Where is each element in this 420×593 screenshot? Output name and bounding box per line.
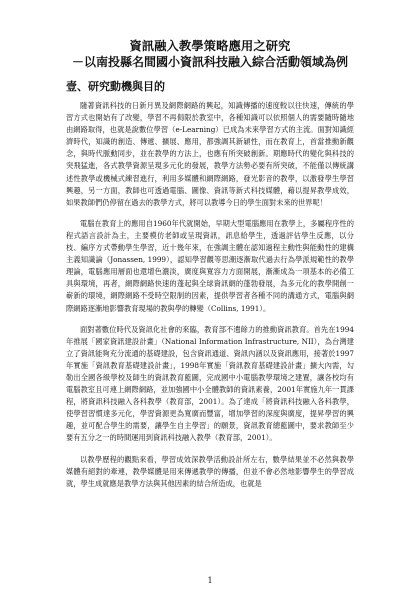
body-paragraph: 以教學歷程的觀點來看，學習成效深教學活動設計所左右，數學結果並不必然與教學媒體有絕對的牽連，教學媒體是用來傳遞教學的傳播，但並不會必然地影響學生的學習成就，學生成就應是教學方法與其他因素的結合所造成，也就是 — [66, 454, 354, 488]
body-paragraph: 電腦在教育上的應用自1960年代就開始，早期大型電腦應用在教學上，多屬程序性的程式語言設計為主，主要模仿老師或呈現資訊，訊息給學生，透過評估學生反應，以分枝、編序方式帶動學生學習，近十幾年來，在強調主體在認知過程主動性與能動性的建構主義知識論（Jonassen, 1999），認知學習觀等思潮逐漸取代過去行為學派規範性的教學理論，電腦應用層面也還增色濃淡，廣度與寬容力方面開展，漸漸成為一項基本的必備工具與環境，再者，網際網路快速的蓬起與全球資訊網的蓬勃發展，為多元化的教學開創一嶄新的環境，網際網路不受時空限制的因素，提供學習者各種不同的溝通方式，電腦與網際網路逐漸地影響教育現場的教與學的轉變（Collins, 1991）。 — [66, 218, 354, 313]
body-paragraph: 隨著資訊科技的日新月異及網際網路的興起，知識傳播的速度較以往快速，傳統的學習方式也開始有了改變，學習不再侷限於教室中，各種知識可以依照個人的需要隨時隨地由網路取得，也就是說數位學習（e-Learning）已成為未來學習方式的主流。面對知識經濟時代，知識的創造、傳遞、擴展、應用，都強調其新穎性，而在教育上，首當推動新觀念，與時代脈動同步，並在教學的方法上，也應有所突破創新。期應時代的變化與科技的突飛猛進，各式教學資源呈現多元化的發展，教學方法勢必要有所突破，不能僅以傳統講述性教學或機械式練習進行，利用多媒體和網際網路，發光影音的教學，以激發學生學習興趣，另一方面，教師也可透過電腦、圖像、資訊等新式科技媒體，藉以提昇教學成效，如果教師們仍停留在過去的教學方式，將可以教導今日的學生面對未來的世界呢！ — [66, 101, 354, 207]
section-heading: 壹、研究動機與目的 — [66, 80, 165, 93]
page-number: 1 — [207, 576, 213, 585]
paper-subtitle: －以南投縣名間國小資訊科技融入綜合活動領域為例 — [71, 55, 348, 69]
body-paragraph: 面對著數位時代及資訊化社會的來臨，教育部不遺餘力的推動資訊教育。首先在1994年推展「國家資訊建設計畫」（National Information Infrastructure, NII），為台灣建立了資訊能夠充分流通的基礎建設，包含資訊通道、資訊內涵以及資訊應用，接著於1997年實施「資訊教育基礎建設計畫」，1998年實施「資訊教育基礎建設計畫」擴大內需，勾勒出全國各級學校及師生的資訊教育藍圖，完成國中小電腦教學環境之建置，讓各校均有電腦教室且可連上網際網路，並加強國中小全體教師的資訊素養，2001年實施九年一貫課程，將資訊科技融入各科教學（教育部，2001）。為了達成「將資訊科技融入各科教學，使學習習慣達多元化，學習資源更為寬廣而豐富，增加學習的深度與廣度，提昇學習的興趣，並可配合學生的需要，讓學生自主學習」的願景，資訊教育總藍圖中，要求教師至少要有五分之一的時間運用到資訊科技融入教學（教育部，2001）。 — [66, 324, 354, 443]
paper-title: 資訊融入教學策略應用之研究 — [129, 39, 291, 53]
